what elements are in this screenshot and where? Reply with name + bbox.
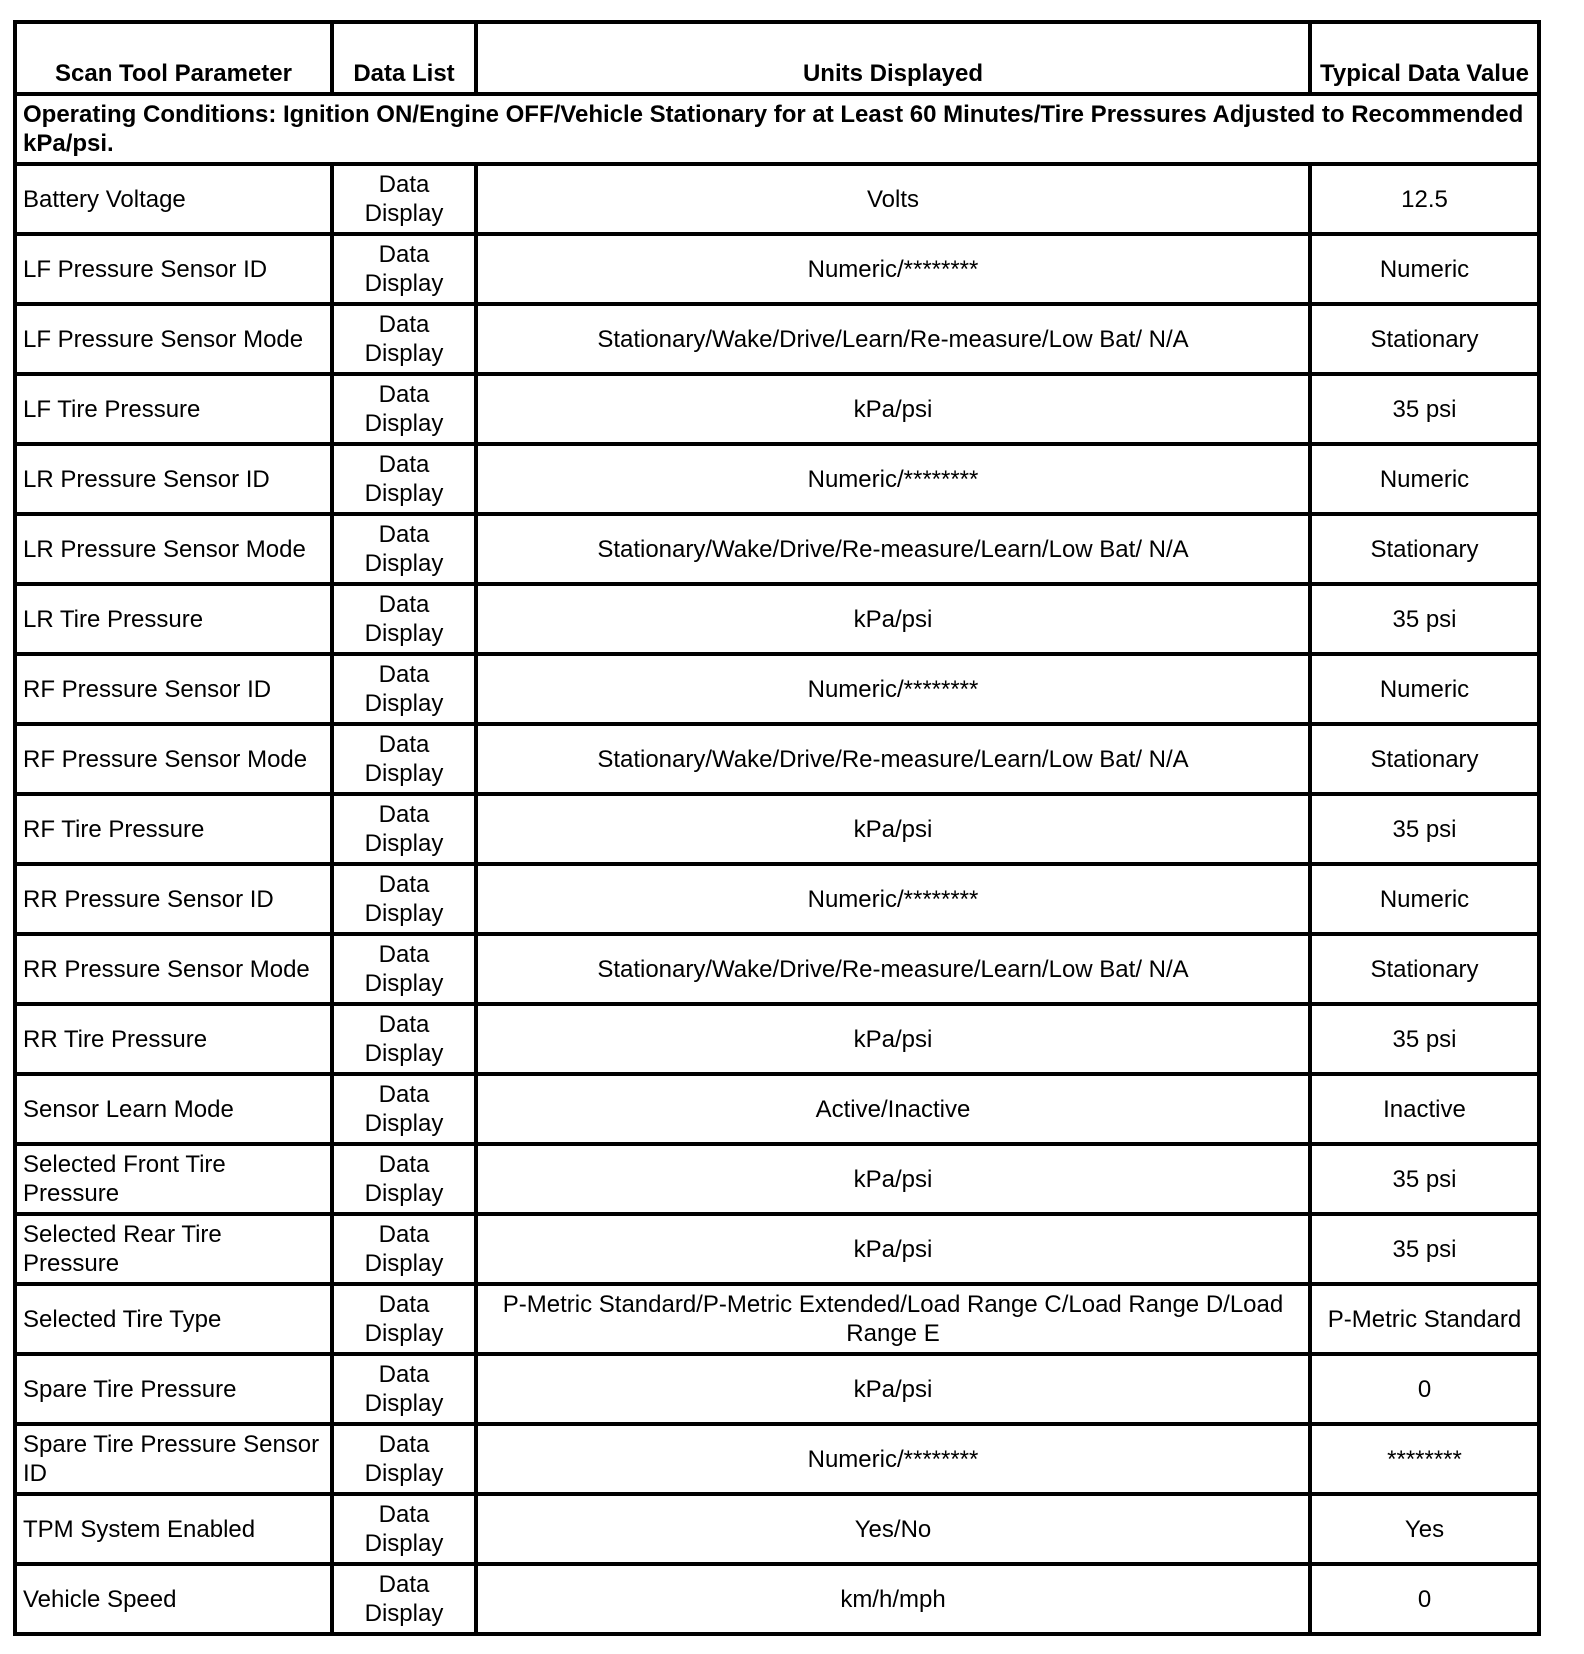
data-list-cell: Data Display xyxy=(332,1494,476,1564)
parameter-cell: RR Pressure Sensor ID xyxy=(15,864,332,934)
table-row xyxy=(15,444,1539,514)
data-list-cell: Data Display xyxy=(332,584,476,654)
data-list-cell: Data Display xyxy=(332,444,476,514)
typical-value-cell: Numeric xyxy=(1310,654,1539,724)
data-list-cell: Data Display xyxy=(332,1214,476,1284)
typical-value-cell: 35 psi xyxy=(1310,1004,1539,1074)
data-list-cell: Data Display xyxy=(332,1144,476,1214)
parameter-cell: Selected Front Tire Pressure xyxy=(15,1144,332,1214)
units-cell: Stationary/Wake/Drive/Re-measure/Learn/Low Bat/ N/A xyxy=(476,724,1310,794)
table-row xyxy=(15,584,1539,654)
table-row xyxy=(15,864,1539,934)
table-row xyxy=(15,1074,1539,1144)
units-cell: Numeric/******** xyxy=(476,864,1310,934)
parameter-cell: TPM System Enabled xyxy=(15,1494,332,1564)
table-row xyxy=(15,514,1539,584)
parameter-cell: RF Pressure Sensor Mode xyxy=(15,724,332,794)
parameter-cell: LF Pressure Sensor ID xyxy=(15,234,332,304)
units-cell: Stationary/Wake/Drive/Re-measure/Learn/Low Bat/ N/A xyxy=(476,514,1310,584)
typical-value-cell: Stationary xyxy=(1310,514,1539,584)
typical-value-cell: 0 xyxy=(1310,1354,1539,1424)
table-row xyxy=(15,654,1539,724)
table-row xyxy=(15,1284,1539,1354)
data-list-cell: Data Display xyxy=(332,1004,476,1074)
units-cell: km/h/mph xyxy=(476,1564,1310,1634)
data-list-cell: Data Display xyxy=(332,1354,476,1424)
data-list-cell: Data Display xyxy=(332,234,476,304)
units-cell: Yes/No xyxy=(476,1494,1310,1564)
parameter-cell: Battery Voltage xyxy=(15,164,332,234)
typical-value-cell: 35 psi xyxy=(1310,1144,1539,1214)
units-cell: kPa/psi xyxy=(476,1214,1310,1284)
table-row xyxy=(15,1424,1539,1494)
units-cell: kPa/psi xyxy=(476,374,1310,444)
data-list-cell: Data Display xyxy=(332,514,476,584)
parameter-cell: Selected Rear Tire Pressure xyxy=(15,1214,332,1284)
data-list-cell: Data Display xyxy=(332,164,476,234)
units-cell: Volts xyxy=(476,164,1310,234)
data-list-cell: Data Display xyxy=(332,304,476,374)
units-cell: kPa/psi xyxy=(476,1004,1310,1074)
scan-tool-data-table xyxy=(13,20,1541,1636)
parameter-cell: LF Tire Pressure xyxy=(15,374,332,444)
parameter-cell: RF Pressure Sensor ID xyxy=(15,654,332,724)
header-typical-data-value: Typical Data Value xyxy=(1310,22,1539,94)
units-cell: Stationary/Wake/Drive/Learn/Re-measure/Low Bat/ N/A xyxy=(476,304,1310,374)
typical-value-cell: Numeric xyxy=(1310,444,1539,514)
header-units-displayed: Units Displayed xyxy=(476,22,1310,94)
table-row xyxy=(15,1144,1539,1214)
units-cell: kPa/psi xyxy=(476,1144,1310,1214)
typical-value-cell: Stationary xyxy=(1310,934,1539,1004)
data-list-cell: Data Display xyxy=(332,654,476,724)
typical-value-cell: Stationary xyxy=(1310,724,1539,794)
parameter-cell: RR Pressure Sensor Mode xyxy=(15,934,332,1004)
typical-value-cell: Yes xyxy=(1310,1494,1539,1564)
data-list-cell: Data Display xyxy=(332,934,476,1004)
units-cell: P-Metric Standard/P-Metric Extended/Load Range C/Load Range D/Load Range E xyxy=(476,1284,1310,1354)
header-data-list: Data List xyxy=(332,22,476,94)
typical-value-cell: Numeric xyxy=(1310,234,1539,304)
typical-value-cell: 35 psi xyxy=(1310,1214,1539,1284)
typical-value-cell: Stationary xyxy=(1310,304,1539,374)
units-cell: Numeric/******** xyxy=(476,234,1310,304)
table-row xyxy=(15,794,1539,864)
typical-value-cell: 0 xyxy=(1310,1564,1539,1634)
parameter-cell: LR Pressure Sensor Mode xyxy=(15,514,332,584)
data-list-cell: Data Display xyxy=(332,374,476,444)
parameter-cell: RR Tire Pressure xyxy=(15,1004,332,1074)
data-list-cell: Data Display xyxy=(332,1284,476,1354)
table-row xyxy=(15,934,1539,1004)
operating-conditions-row xyxy=(15,94,1539,164)
parameter-cell: LR Tire Pressure xyxy=(15,584,332,654)
units-cell: kPa/psi xyxy=(476,794,1310,864)
typical-value-cell: Numeric xyxy=(1310,864,1539,934)
parameter-cell: LR Pressure Sensor ID xyxy=(15,444,332,514)
table-row xyxy=(15,164,1539,234)
typical-value-cell: P-Metric Standard xyxy=(1310,1284,1539,1354)
units-cell: Stationary/Wake/Drive/Re-measure/Learn/Low Bat/ N/A xyxy=(476,934,1310,1004)
typical-value-cell: Inactive xyxy=(1310,1074,1539,1144)
typical-value-cell: 35 psi xyxy=(1310,374,1539,444)
table-header-row xyxy=(15,22,1539,94)
typical-value-cell: 12.5 xyxy=(1310,164,1539,234)
typical-value-cell: ******** xyxy=(1310,1424,1539,1494)
header-scan-tool-parameter: Scan Tool Parameter xyxy=(15,22,332,94)
parameter-cell: LF Pressure Sensor Mode xyxy=(15,304,332,374)
table-row xyxy=(15,1214,1539,1284)
units-cell: Active/Inactive xyxy=(476,1074,1310,1144)
typical-value-cell: 35 psi xyxy=(1310,584,1539,654)
data-list-cell: Data Display xyxy=(332,1424,476,1494)
units-cell: kPa/psi xyxy=(476,584,1310,654)
table-row xyxy=(15,234,1539,304)
data-list-cell: Data Display xyxy=(332,1074,476,1144)
units-cell: Numeric/******** xyxy=(476,444,1310,514)
table-row xyxy=(15,1564,1539,1634)
parameter-cell: Sensor Learn Mode xyxy=(15,1074,332,1144)
data-list-cell: Data Display xyxy=(332,794,476,864)
table-row xyxy=(15,304,1539,374)
parameter-cell: Selected Tire Type xyxy=(15,1284,332,1354)
units-cell: kPa/psi xyxy=(476,1354,1310,1424)
table-row xyxy=(15,374,1539,444)
operating-conditions: Operating Conditions: Ignition ON/Engine OFF/Vehicle Stationary for at Least 60 Minutes/Tire Pressures Adjusted to Recommended kPa/psi. xyxy=(15,94,1539,164)
table-row xyxy=(15,724,1539,794)
parameter-cell: Spare Tire Pressure Sensor ID xyxy=(15,1424,332,1494)
table-row xyxy=(15,1004,1539,1074)
table-row xyxy=(15,1494,1539,1564)
units-cell: Numeric/******** xyxy=(476,1424,1310,1494)
parameter-cell: Spare Tire Pressure xyxy=(15,1354,332,1424)
data-list-cell: Data Display xyxy=(332,724,476,794)
typical-value-cell: 35 psi xyxy=(1310,794,1539,864)
parameter-cell: RF Tire Pressure xyxy=(15,794,332,864)
data-list-cell: Data Display xyxy=(332,864,476,934)
data-list-cell: Data Display xyxy=(332,1564,476,1634)
parameter-cell: Vehicle Speed xyxy=(15,1564,332,1634)
units-cell: Numeric/******** xyxy=(476,654,1310,724)
table-row xyxy=(15,1354,1539,1424)
